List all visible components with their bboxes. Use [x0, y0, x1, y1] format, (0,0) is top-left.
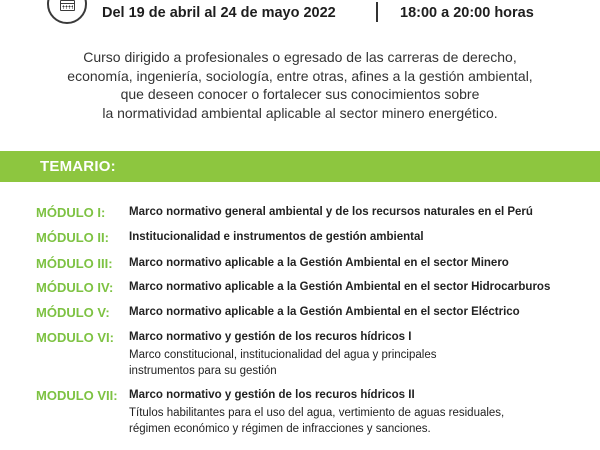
module-description: [129, 347, 436, 379]
date-range: Del 19 de abril al 24 de mayo 2022: [102, 5, 336, 21]
module-description: [129, 405, 504, 437]
module-title: Marco normativo aplicable a la Gestión Ambiental en el sector Hidrocarburos: [129, 281, 551, 293]
module-title: Marco normativo aplicable a la Gestión Ambiental en el sector Minero: [129, 257, 509, 269]
temario-title: TEMARIO:: [40, 158, 116, 175]
module-title: Marco normativo general ambiental y de los recursos naturales en el Perú: [129, 206, 533, 218]
module-description-line: Títulos habilitantes para el uso del agua, vertimiento de aguas residuales,: [129, 407, 505, 419]
description-line: que deseen conocer o fortalecer sus conocimientos sobre: [120, 86, 480, 102]
module-title: Marco normativo y gestión de los recuros hídricos II: [129, 389, 415, 401]
description-line: economía, ingeniería, sociología, entre otras, afines a la gestión ambiental,: [67, 67, 533, 84]
module-description-line: instrumentos para su gestión: [129, 365, 277, 377]
description-line: Curso dirigido a profesionales o egresado de las carreras de derecho,: [83, 49, 517, 65]
module-title: Marco normativo y gestión de los recuros hídricos I: [129, 331, 412, 343]
module-label: MÓDULO IV:: [36, 280, 114, 295]
module-label: MÓDULO I:: [36, 205, 106, 220]
module-label: MODULO VI:: [36, 330, 114, 345]
module-label: MÓDULO III:: [36, 256, 113, 271]
time-range: 18:00 a 20:00 horas: [400, 5, 534, 21]
module-title: Marco normativo aplicable a la Gestión Ambiental en el sector Eléctrico: [129, 306, 520, 318]
module-description-line: Marco constitucional, institucionalidad del agua y principales: [129, 349, 437, 361]
module-label: MÓDULO II:: [36, 230, 109, 245]
module-label: MÓDULO V:: [36, 305, 110, 320]
description-line: la normatividad ambiental aplicable al sector minero energético.: [102, 104, 498, 121]
module-title: Institucionalidad e instrumentos de gestión ambiental: [129, 231, 424, 243]
module-description-line: régimen económico y régimen de infracciones y sanciones.: [129, 423, 431, 435]
module-label: MODULO VII:: [36, 388, 118, 403]
